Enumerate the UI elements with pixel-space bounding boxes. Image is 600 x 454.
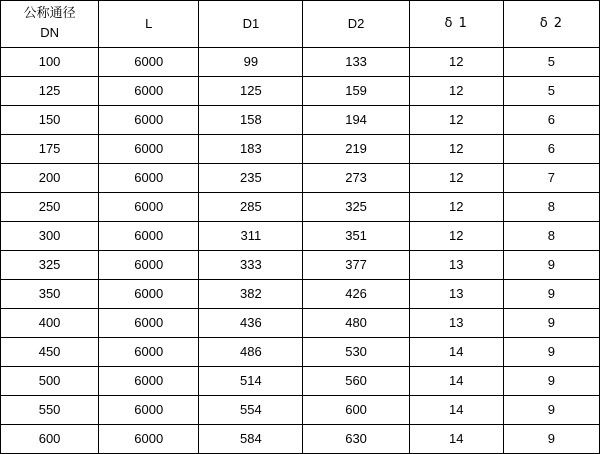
table-row <box>1 222 600 251</box>
table-row <box>1 164 600 193</box>
column-header-dn-cn: 公称通径 <box>23 6 76 22</box>
cell-delta1: 13 <box>409 309 503 338</box>
column-header-dn <box>1 1 99 48</box>
cell-d1: 99 <box>199 48 303 77</box>
cell-dn: 350 <box>1 280 99 309</box>
table-row <box>1 135 600 164</box>
cell-delta1: 12 <box>409 135 503 164</box>
cell-dn: 100 <box>1 48 99 77</box>
cell-delta2: 5 <box>503 77 599 106</box>
cell-dn: 400 <box>1 309 99 338</box>
cell-d1: 382 <box>199 280 303 309</box>
cell-d2: 560 <box>303 367 409 396</box>
cell-delta2: 9 <box>503 425 599 454</box>
cell-delta2: 9 <box>503 367 599 396</box>
cell-delta1: 12 <box>409 77 503 106</box>
column-header-delta2: δ 2 <box>503 1 599 48</box>
cell-d1: 311 <box>199 222 303 251</box>
cell-d1: 183 <box>199 135 303 164</box>
cell-d1: 436 <box>199 309 303 338</box>
cell-l: 6000 <box>99 367 199 396</box>
column-header-l: L <box>99 1 199 48</box>
table-header <box>1 1 600 48</box>
cell-dn: 150 <box>1 106 99 135</box>
cell-d2: 325 <box>303 193 409 222</box>
table-header-row <box>1 1 600 48</box>
cell-dn: 450 <box>1 338 99 367</box>
table-body <box>1 48 600 454</box>
cell-delta2: 8 <box>503 222 599 251</box>
cell-dn: 500 <box>1 367 99 396</box>
cell-l: 6000 <box>99 106 199 135</box>
table-row <box>1 309 600 338</box>
table-row <box>1 367 600 396</box>
cell-d1: 486 <box>199 338 303 367</box>
cell-l: 6000 <box>99 396 199 425</box>
cell-delta2: 7 <box>503 164 599 193</box>
cell-d1: 333 <box>199 251 303 280</box>
cell-l: 6000 <box>99 48 199 77</box>
cell-delta2: 6 <box>503 135 599 164</box>
cell-delta1: 12 <box>409 222 503 251</box>
cell-delta2: 9 <box>503 309 599 338</box>
cell-l: 6000 <box>99 251 199 280</box>
column-header-delta1: δ 1 <box>409 1 503 48</box>
table-row <box>1 193 600 222</box>
cell-delta1: 13 <box>409 251 503 280</box>
cell-d2: 219 <box>303 135 409 164</box>
column-header-d1: D1 <box>199 1 303 48</box>
cell-d2: 194 <box>303 106 409 135</box>
table-row <box>1 338 600 367</box>
cell-dn: 250 <box>1 193 99 222</box>
cell-d2: 530 <box>303 338 409 367</box>
cell-delta2: 5 <box>503 48 599 77</box>
cell-l: 6000 <box>99 280 199 309</box>
table-row <box>1 396 600 425</box>
cell-d2: 351 <box>303 222 409 251</box>
cell-delta2: 8 <box>503 193 599 222</box>
table-row <box>1 48 600 77</box>
cell-d2: 273 <box>303 164 409 193</box>
cell-dn: 200 <box>1 164 99 193</box>
cell-d1: 285 <box>199 193 303 222</box>
cell-dn: 550 <box>1 396 99 425</box>
cell-delta1: 12 <box>409 106 503 135</box>
cell-d2: 159 <box>303 77 409 106</box>
cell-l: 6000 <box>99 135 199 164</box>
cell-delta2: 6 <box>503 106 599 135</box>
cell-dn: 600 <box>1 425 99 454</box>
cell-delta1: 14 <box>409 425 503 454</box>
cell-dn: 300 <box>1 222 99 251</box>
cell-d1: 235 <box>199 164 303 193</box>
table-row <box>1 77 600 106</box>
cell-dn: 325 <box>1 251 99 280</box>
cell-delta1: 12 <box>409 193 503 222</box>
cell-delta2: 9 <box>503 251 599 280</box>
cell-d1: 514 <box>199 367 303 396</box>
column-header-d2: D2 <box>303 1 409 48</box>
cell-d2: 377 <box>303 251 409 280</box>
cell-delta1: 14 <box>409 338 503 367</box>
cell-delta1: 14 <box>409 396 503 425</box>
table-row <box>1 280 600 309</box>
cell-l: 6000 <box>99 164 199 193</box>
cell-l: 6000 <box>99 425 199 454</box>
column-header-dn-en: DN <box>40 25 59 40</box>
cell-delta2: 9 <box>503 396 599 425</box>
cell-d2: 630 <box>303 425 409 454</box>
table-row <box>1 251 600 280</box>
cell-delta2: 9 <box>503 280 599 309</box>
cell-dn: 125 <box>1 77 99 106</box>
cell-d1: 158 <box>199 106 303 135</box>
table-row <box>1 425 600 454</box>
cell-d2: 600 <box>303 396 409 425</box>
table-row <box>1 106 600 135</box>
cell-delta1: 12 <box>409 48 503 77</box>
cell-l: 6000 <box>99 77 199 106</box>
cell-l: 6000 <box>99 193 199 222</box>
cell-l: 6000 <box>99 309 199 338</box>
cell-delta1: 13 <box>409 280 503 309</box>
cell-dn: 175 <box>1 135 99 164</box>
cell-d2: 133 <box>303 48 409 77</box>
cell-delta2: 9 <box>503 338 599 367</box>
cell-delta1: 12 <box>409 164 503 193</box>
cell-l: 6000 <box>99 338 199 367</box>
cell-d1: 125 <box>199 77 303 106</box>
cell-d1: 584 <box>199 425 303 454</box>
cell-d2: 426 <box>303 280 409 309</box>
cell-d1: 554 <box>199 396 303 425</box>
cell-l: 6000 <box>99 222 199 251</box>
cell-d2: 480 <box>303 309 409 338</box>
cell-delta1: 14 <box>409 367 503 396</box>
